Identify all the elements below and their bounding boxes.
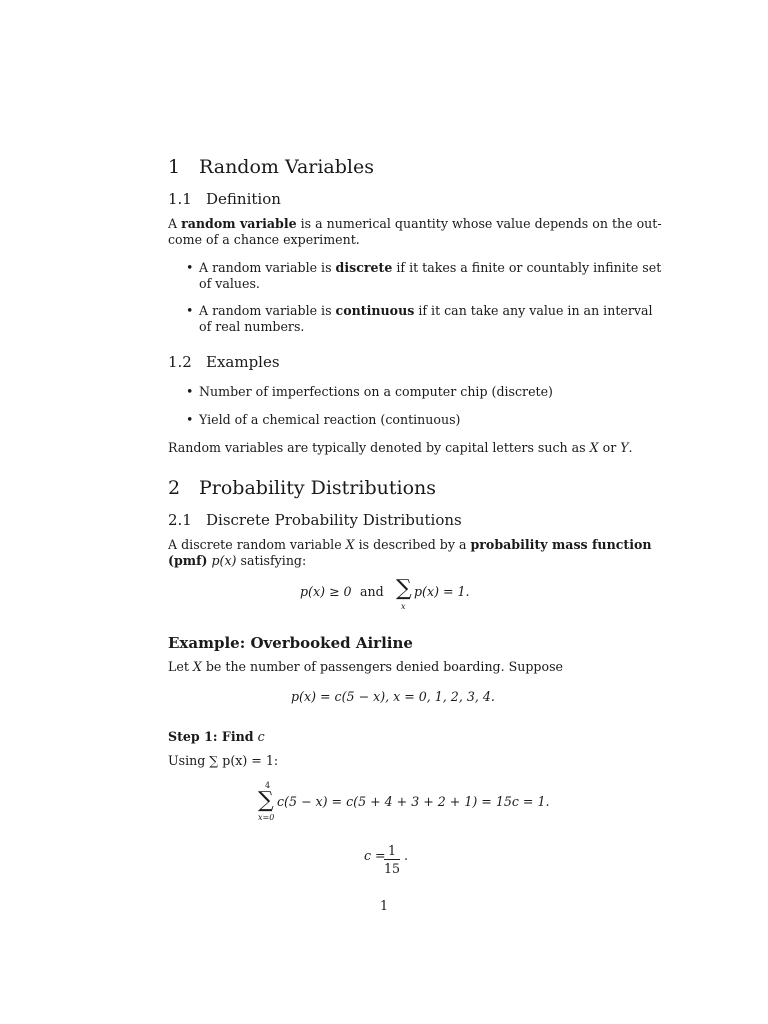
math-var: c	[257, 729, 265, 744]
text: if it takes a finite or countably infinite set	[392, 260, 662, 275]
bullet-icon: •	[186, 303, 194, 318]
text: satisfying:	[236, 553, 307, 568]
text: A random variable is	[199, 303, 336, 318]
section-2-heading	[168, 477, 436, 499]
sum-equation: c(5 − x) = c(5 + 4 + 3 + 2 + 1) = 15c = 1.	[277, 794, 550, 809]
subsection-number: 1.2	[168, 353, 192, 371]
subsection-title: Definition	[206, 190, 281, 208]
bold-term: random variable	[181, 216, 297, 231]
summation-upper-limit: 4	[265, 781, 271, 790]
bold-term: (pmf)	[168, 553, 208, 568]
subsection-1-2-heading	[168, 353, 280, 371]
subsection-title: Discrete Probability Distributions	[206, 511, 462, 529]
page-number: 1	[380, 898, 389, 913]
summation-lower-limit: x=0	[258, 813, 275, 822]
subsection-number: 1.1	[168, 190, 192, 208]
text: is a numerical quantity whose value depends on the out-	[296, 216, 662, 231]
math-expr: p(x)	[211, 553, 237, 568]
notation-paragraph	[168, 440, 633, 456]
math-var: Y	[620, 440, 629, 455]
bullet-icon: •	[186, 412, 194, 427]
section-title: Probability Distributions	[199, 477, 436, 499]
bold-term: continuous	[335, 303, 415, 318]
pmf-paragraph	[168, 537, 652, 569]
section-number: 1	[168, 156, 181, 178]
text: .	[628, 440, 633, 455]
subsection-title: Examples	[206, 353, 280, 371]
fraction	[384, 843, 400, 876]
pmf-formula: p(x) = c(5 − x), x = 0, 1, 2, 3, 4.	[291, 689, 495, 704]
example-heading: Example: Overbooked Airline	[168, 634, 413, 652]
text: if it can take any value in an interval	[414, 303, 653, 318]
text: be the number of passengers denied boarding. Suppose	[201, 659, 563, 674]
section-1-heading	[168, 156, 374, 178]
example-intro	[168, 659, 563, 675]
bullet-icon: •	[186, 260, 194, 275]
math-var: X	[345, 537, 355, 552]
text: Let	[168, 659, 193, 674]
text: or	[598, 440, 621, 455]
using-line: Using ∑ p(x) = 1:	[168, 753, 279, 768]
section-title: Random Variables	[199, 156, 374, 178]
subsection-2-1-heading	[168, 511, 462, 529]
fraction-denominator: 15	[384, 861, 401, 876]
math-var: X	[192, 659, 202, 674]
c-lhs: c =	[364, 848, 386, 863]
example-item: Number of imperfections on a computer chip (discrete)	[199, 384, 553, 399]
definition-paragraph	[168, 216, 662, 248]
text: A discrete random variable	[168, 537, 346, 552]
bold-term: probability mass function	[470, 537, 652, 552]
bullet-continuous	[199, 303, 653, 335]
bullet-icon: •	[186, 384, 194, 399]
bullet-discrete	[199, 260, 661, 292]
text: come of a chance experiment.	[168, 232, 360, 247]
text: A	[168, 216, 182, 231]
summation-symbol: ∑	[396, 576, 412, 601]
text: Random variables are typically denoted by capital letters such as	[168, 440, 590, 455]
step-label: Step 1: Find	[168, 729, 254, 744]
text: of real numbers.	[199, 319, 305, 334]
subsection-number: 2.1	[168, 511, 192, 529]
section-number: 2	[168, 477, 181, 499]
pmf-eq-right: p(x) = 1.	[414, 584, 470, 599]
text: of values.	[199, 276, 260, 291]
summation-symbol: ∑	[258, 788, 274, 813]
example-item: Yield of a chemical reaction (continuous)	[199, 412, 461, 427]
step-1-heading	[168, 729, 265, 745]
summation-subscript: x	[401, 602, 406, 611]
pmf-eq-left: p(x) ≥ 0	[300, 584, 352, 599]
text: is described by a	[354, 537, 471, 552]
pmf-eq-and: and	[360, 584, 384, 599]
subsection-1-1-heading	[168, 190, 281, 208]
text: A random variable is	[199, 260, 336, 275]
math-var: X	[589, 440, 599, 455]
fraction-numerator: 1	[384, 843, 400, 860]
fraction-period: .	[404, 848, 409, 863]
bold-term: discrete	[335, 260, 393, 275]
fraction-body	[384, 843, 400, 876]
